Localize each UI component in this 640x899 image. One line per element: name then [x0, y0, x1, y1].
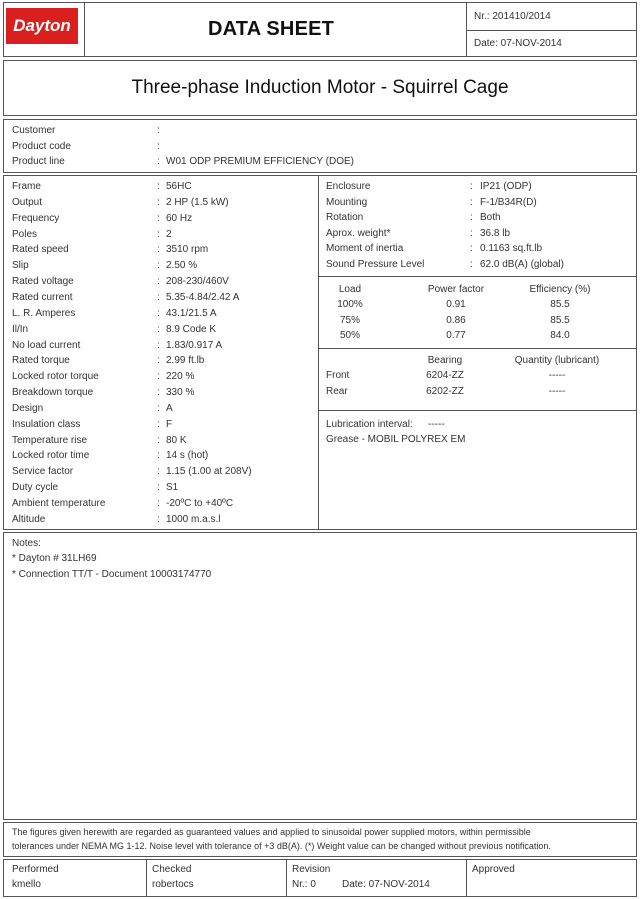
spec-label: Service factor	[12, 466, 74, 478]
spec-label: Design	[12, 402, 44, 414]
approved-label: Approved	[472, 864, 515, 875]
note-item: * Dayton # 31LH69	[12, 553, 97, 564]
spec-colon: :	[470, 196, 473, 208]
spec-value: 3510 rpm	[166, 244, 209, 256]
document-number: Nr.: 201410/2014	[474, 11, 551, 22]
spec-colon: :	[157, 355, 160, 367]
spec-colon: :	[157, 339, 160, 351]
spec-value: 208-230/460V	[166, 276, 229, 288]
spec-colon: :	[157, 244, 160, 256]
spec-value: 2.50 %	[166, 260, 198, 272]
spec-colon: :	[470, 243, 473, 255]
checked-by: robertocs	[152, 879, 194, 890]
spec-colon: :	[157, 466, 160, 478]
spec-label: Frame	[12, 181, 41, 192]
bearing-position: Rear	[326, 385, 348, 397]
spec-label: Rated voltage	[12, 276, 74, 288]
spec-label: Breakdown torque	[12, 387, 94, 399]
spec-colon: :	[157, 260, 160, 272]
spec-colon: :	[157, 371, 160, 383]
load-table-header: Load	[338, 284, 362, 295]
spec-label: Frequency	[12, 212, 60, 224]
info-label: Product line	[12, 156, 65, 167]
spec-label: Insulation class	[12, 418, 81, 430]
spec-colon: :	[157, 387, 160, 399]
spec-colon: :	[157, 307, 160, 319]
spec-label: Enclosure	[326, 181, 371, 192]
spec-label: Output	[12, 196, 43, 208]
spec-colon: :	[157, 228, 160, 240]
load-table-cell: 100%	[337, 299, 363, 310]
spec-value: 43.1/21.5 A	[166, 307, 217, 319]
info-label: Customer	[12, 125, 56, 136]
performed-by: kmello	[12, 879, 41, 890]
spec-colon: :	[157, 323, 160, 335]
disclaimer-line: The figures given herewith are regarded as guaranteed values and applied to sinusoidal power supplied motors, within permissible	[12, 827, 531, 837]
spec-value: IP21 (ODP)	[480, 181, 532, 192]
spec-label: Rated torque	[12, 355, 70, 367]
spec-colon: :	[157, 513, 160, 525]
grease-type: Grease - MOBIL POLYREX EM	[326, 434, 466, 445]
info-colon: :	[157, 125, 160, 136]
revision-number: Nr.: 0	[292, 879, 316, 890]
spec-label: Sound Pressure Level	[326, 259, 425, 270]
spec-label: Altitude	[12, 513, 46, 525]
bearing-position: Front	[326, 370, 350, 381]
spec-colon: :	[157, 402, 160, 414]
spec-value: 60 Hz	[166, 212, 193, 224]
load-table-cell: 50%	[339, 330, 360, 341]
spec-label: Duty cycle	[12, 482, 59, 494]
note-item: * Connection TT/T - Document 10003174770	[12, 569, 212, 580]
spec-label: Slip	[12, 260, 29, 272]
revision-label: Revision	[292, 864, 331, 875]
spec-label: Ambient temperature	[12, 498, 106, 509]
bearing-table-header: Quantity (lubricant)	[514, 355, 600, 366]
spec-label: L. R. Amperes	[12, 307, 76, 319]
load-table-cell: 85.5	[550, 314, 570, 326]
disclaimer-line: tolerances under NEMA MG 1-12. Noise level with tolerance of +3 dB(A). (*) Weight value can be changed without previous notification.	[12, 841, 551, 851]
spec-value: 2.99 ft.lb	[166, 355, 205, 367]
spec-value: 80 K	[166, 434, 187, 446]
spec-colon: :	[470, 259, 473, 270]
spec-colon: :	[157, 291, 160, 303]
spec-colon: :	[157, 276, 160, 288]
spec-colon: :	[470, 212, 473, 224]
notes-title: Notes:	[12, 538, 41, 549]
spec-value: 8.9 Code K	[166, 323, 217, 335]
spec-label: Locked rotor torque	[12, 371, 99, 383]
spec-colon: :	[157, 482, 160, 494]
spec-colon: :	[157, 418, 160, 430]
spec-value: 2	[166, 228, 172, 240]
load-table-cell: 84.0	[550, 330, 570, 341]
revision-date: Date: 07-NOV-2014	[342, 879, 430, 890]
load-table-header: Power factor	[427, 284, 485, 295]
spec-label: Rated speed	[12, 244, 69, 256]
spec-value: Both	[480, 212, 501, 224]
info-colon: :	[157, 156, 160, 167]
load-table-cell: 0.77	[446, 330, 466, 341]
spec-value: F	[166, 418, 173, 430]
spec-value: 1.15 (1.00 at 208V)	[166, 466, 252, 478]
spec-colon: :	[157, 498, 160, 509]
spec-colon: :	[157, 181, 160, 192]
dayton-logo: Dayton	[6, 8, 78, 44]
bearing-table-header: Bearing	[427, 355, 463, 366]
spec-value: -20ºC to +40ºC	[166, 498, 234, 509]
bearing-model: 6204-ZZ	[426, 370, 464, 381]
spec-value: S1	[166, 482, 179, 494]
spec-colon: :	[157, 212, 160, 224]
motor-type-title: Three-phase Induction Motor - Squirrel Cage	[131, 77, 509, 98]
spec-value: 0.1163 sq.ft.lb	[480, 243, 543, 255]
spec-label: Moment of inertia	[326, 243, 404, 255]
spec-value: 220 %	[166, 371, 195, 383]
spec-value: 14 s (hot)	[166, 450, 209, 462]
bearing-lubricant: -----	[548, 370, 566, 381]
spec-value: 62.0 dB(A) (global)	[480, 259, 564, 270]
spec-value: 2 HP (1.5 kW)	[166, 196, 229, 208]
spec-value: 330 %	[166, 387, 195, 399]
spec-label: No load current	[12, 339, 81, 351]
spec-label: Rated current	[12, 291, 73, 303]
spec-colon: :	[470, 227, 473, 239]
spec-colon: :	[157, 196, 160, 208]
spec-value: 1.83/0.917 A	[166, 339, 223, 351]
spec-value: A	[166, 402, 173, 414]
spec-label: Poles	[12, 228, 38, 240]
info-value: W01 ODP PREMIUM EFFICIENCY (DOE)	[166, 156, 354, 167]
lubrication-interval-value: -----	[428, 419, 445, 430]
performed-label: Performed	[12, 864, 59, 875]
load-table-cell: 85.5	[550, 299, 570, 310]
spec-label: Aprox. weight*	[326, 227, 391, 239]
bearing-model: 6202-ZZ	[426, 385, 464, 397]
load-table-cell: 0.91	[446, 299, 466, 310]
load-table-cell: 0.86	[446, 314, 466, 326]
spec-value: 56HC	[166, 181, 192, 192]
spec-value: F-1/B34R(D)	[480, 196, 537, 208]
spec-label: Locked rotor time	[12, 450, 90, 462]
bearing-lubricant: -----	[548, 385, 566, 397]
info-label: Product code	[12, 140, 71, 152]
page-title: DATA SHEET	[208, 18, 335, 40]
spec-label: Temperature rise	[12, 434, 88, 446]
spec-colon: :	[470, 181, 473, 192]
document-date: Date: 07-NOV-2014	[474, 38, 562, 49]
checked-label: Checked	[152, 864, 192, 875]
spec-colon: :	[157, 434, 160, 446]
lubrication-interval-label: Lubrication interval:	[326, 419, 413, 430]
specs-frame	[3, 175, 637, 530]
load-table-cell: 75%	[339, 314, 360, 326]
load-table-header: Efficiency (%)	[529, 284, 591, 295]
spec-label: Il/In	[12, 323, 29, 335]
spec-value: 1000 m.a.s.l	[166, 513, 221, 525]
spec-colon: :	[157, 450, 160, 462]
spec-label: Mounting	[326, 196, 368, 208]
spec-value: 36.8 lb	[480, 227, 511, 239]
spec-label: Rotation	[326, 212, 364, 224]
info-colon: :	[157, 140, 160, 152]
spec-value: 5.35-4.84/2.42 A	[166, 291, 240, 303]
